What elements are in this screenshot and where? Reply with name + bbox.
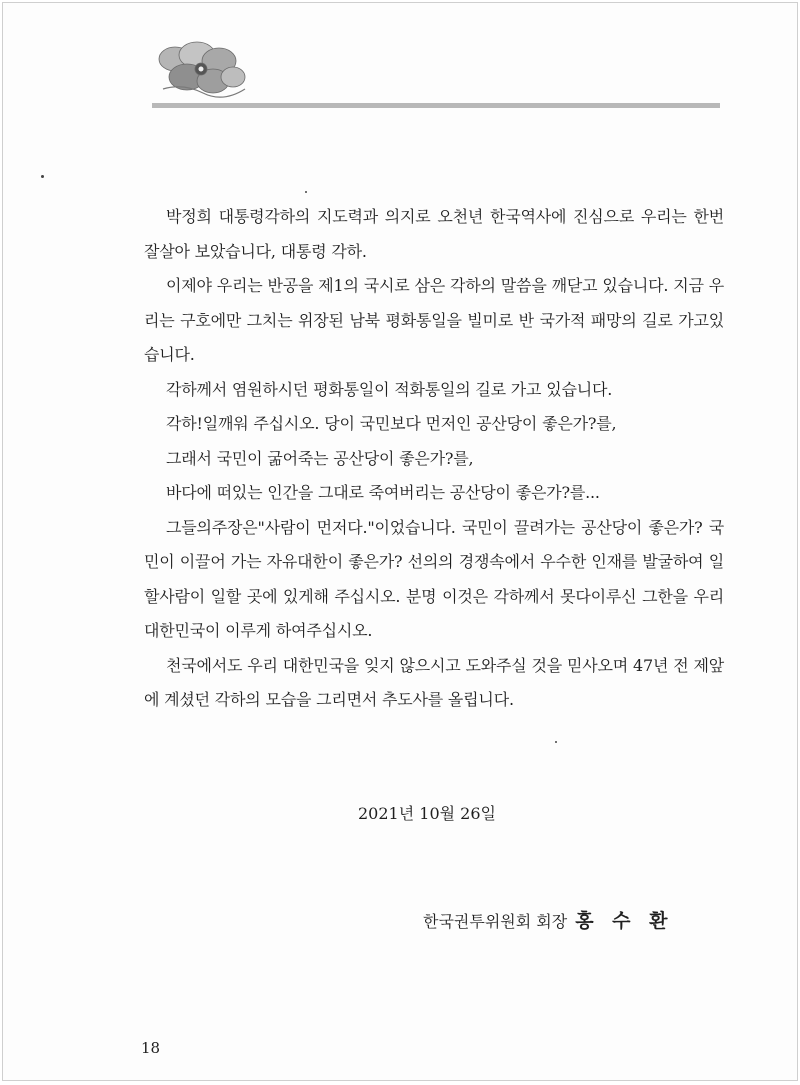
paragraph: 그들의주장은"사람이 먼저다."이었습니다. 국민이 끌려가는 공산당이 좋은가? 국민이 이끌어 가는 자유대한이 좋은가? 선의의 경쟁속에서 우수한 인재를 발굴하여 일할사람이 일할 곳에 있게해 주십시오. 분명 이것은 각하께서 못다이루신 그한을 우리 대한민국이 이루게 하여주십시오. [144, 517, 724, 640]
document-page [2, 2, 798, 1081]
page-number: 18 [141, 1039, 161, 1057]
paragraph: 각하!일깨워 주십시오. 당이 국민보다 먼저인 공산당이 좋은가?를, [166, 414, 617, 433]
header-rule [152, 103, 720, 108]
paragraph: 이제야 우리는 반공을 제1의 국시로 삼은 각하의 말씀을 깨닫고 있습니다. 지금 우리는 구호에만 그치는 위장된 남북 평화통일을 빌미로 반 국가적 패망의 길로 가고있습니다. [144, 276, 724, 364]
paragraph: 천국에서도 우리 대한민국을 잊지 않으시고 도와주실 것을 믿사오며 47년 전 제앞에 계셨던 각하의 모습을 그리면서 추도사를 올립니다. [144, 655, 724, 709]
signature-line [423, 906, 674, 933]
paragraph: 박정희 대통령각하의 지도력과 의지로 오천년 한국역사에 진심으로 우리는 한번 잘살아 보았습니다, 대통령 각하. [144, 207, 724, 261]
paragraph: 각하께서 염원하시던 평화통일이 적화통일의 길로 가고 있습니다. [166, 379, 613, 399]
eulogy-body [144, 200, 724, 718]
scan-speck [555, 741, 557, 743]
scan-speck [305, 191, 307, 193]
document-date: 2021년 10월 26일 [358, 804, 496, 823]
paragraph: 그래서 국민이 굶어죽는 공산당이 좋은가?를, [166, 448, 474, 468]
signature-name: 홍 수 환 [575, 910, 674, 932]
flower-icon [153, 37, 249, 101]
scan-speck [41, 175, 44, 178]
paragraph: 바다에 떠있는 인간을 그대로 죽여버리는 공산당이 좋은가?를... [166, 483, 600, 502]
signature-title: 한국권투위원회 회장 [423, 912, 568, 931]
